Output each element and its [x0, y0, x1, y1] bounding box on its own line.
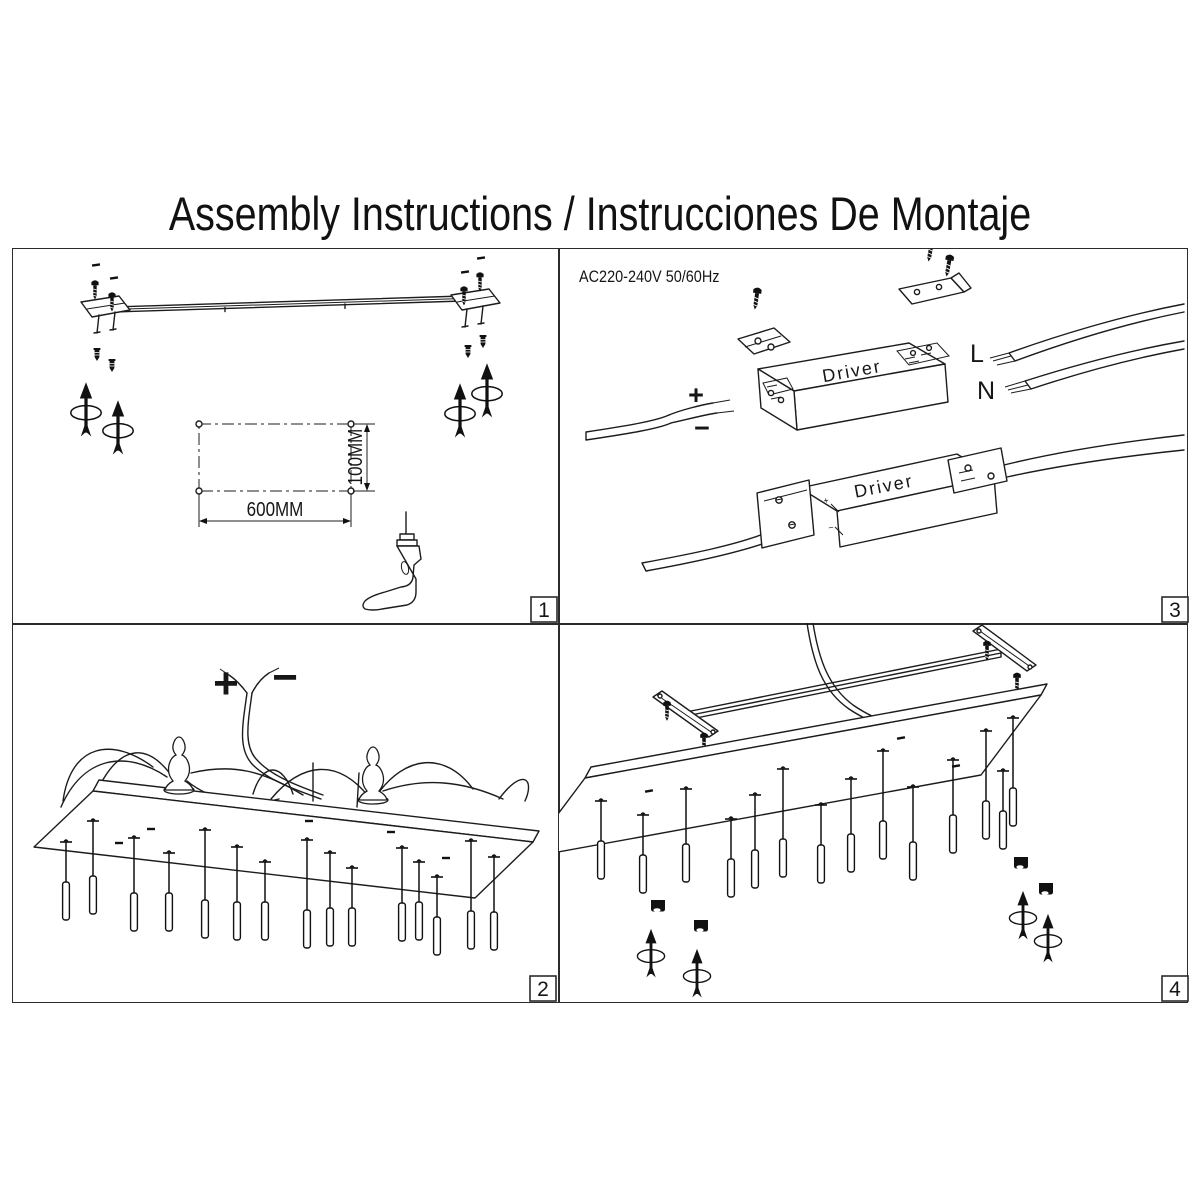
- panel-number-badge: [531, 597, 557, 622]
- rod-end-caps: [637, 857, 1061, 997]
- dim-width-label: 600MM: [246, 497, 304, 521]
- driver-label: Driver: [852, 470, 916, 502]
- screw-icon: [924, 249, 936, 262]
- ceiling-hole-mark: [110, 277, 118, 278]
- rotation-arrow-icon: [1034, 914, 1061, 962]
- pendant-rod: [997, 768, 1009, 849]
- panel-number-badge: [1162, 976, 1188, 1001]
- panel-number-badge: [1162, 597, 1188, 622]
- mounting-bracket-right: [451, 289, 500, 327]
- ceiling-mounting-bar: [113, 296, 463, 312]
- panel-2-diagram: [13, 623, 558, 1003]
- strain-relief: [358, 747, 388, 804]
- end-cap-icon: [651, 900, 665, 912]
- page-title: Assembly Instructions / Instrucciones De Montaje: [168, 187, 1032, 240]
- ceiling-hole-mark: [92, 264, 100, 265]
- mounting-bracket-left: [81, 296, 130, 333]
- screw-icon: [91, 280, 98, 299]
- rotation-arrow-icon: [71, 382, 101, 436]
- live-label: L: [970, 340, 984, 368]
- rotation-arrow-icon: [637, 929, 664, 977]
- canopy-plate: [559, 684, 1047, 858]
- rotation-arrow-icon: [683, 949, 710, 997]
- pendant-rod: [907, 784, 919, 880]
- drill-icon: [363, 512, 421, 610]
- driver-box-assembled: [642, 435, 1184, 571]
- ceiling-hole-mark: [477, 257, 485, 258]
- driver-label: Driver: [820, 356, 884, 387]
- rotation-arrow-icon: [445, 383, 475, 437]
- drill-template-rectangle: [196, 421, 375, 527]
- plus-label: +: [688, 380, 704, 410]
- panel-4-diagram: [559, 623, 1189, 1003]
- end-cap-icon: [1014, 857, 1028, 869]
- dim-height-label: 100MM: [343, 428, 367, 486]
- wall-anchor-icon: [480, 335, 487, 348]
- wall-anchor-icon: [109, 359, 116, 372]
- panel-3-diagram: [559, 249, 1189, 623]
- end-cap-icon: [1039, 883, 1053, 895]
- pendant-rod: [725, 816, 737, 897]
- panel-number: 4: [1169, 978, 1181, 1001]
- screw-icon: [751, 287, 762, 310]
- plus-label: +: [213, 659, 239, 708]
- instruction-grid: [12, 248, 1188, 1003]
- neutral-label: N: [977, 377, 996, 405]
- rotation-arrow-icon: [472, 363, 502, 417]
- screw-icon: [476, 272, 483, 291]
- wall-anchor-icon: [465, 345, 472, 358]
- screw-icon: [942, 254, 954, 277]
- suspension-wire: [807, 623, 891, 728]
- end-cap-icon: [694, 920, 708, 932]
- panel-number-badge: [530, 976, 556, 1001]
- rotation-arrow-icon: [103, 400, 133, 454]
- minus-label: −: [272, 653, 298, 702]
- strain-relief: [164, 737, 194, 794]
- rotation-arrow-icon: [1009, 891, 1036, 939]
- wall-anchor-icon: [94, 348, 101, 361]
- panel-1-diagram: [13, 249, 558, 623]
- pendant-rod: [815, 802, 827, 883]
- panel-number: 3: [1169, 599, 1181, 622]
- terminal-minus-mark: −: [827, 522, 835, 533]
- canopy-plate: [34, 780, 539, 898]
- minus-label: −: [694, 413, 710, 443]
- panel-number: 2: [537, 978, 549, 1001]
- panel-number: 1: [538, 599, 550, 622]
- screw-icon: [663, 701, 671, 721]
- power-spec-label: AC220-240V 50/60Hz: [579, 267, 720, 287]
- ceiling-hole-mark: [461, 271, 469, 272]
- supply-wire: [213, 653, 323, 799]
- terminal-plus-mark: +: [822, 495, 830, 506]
